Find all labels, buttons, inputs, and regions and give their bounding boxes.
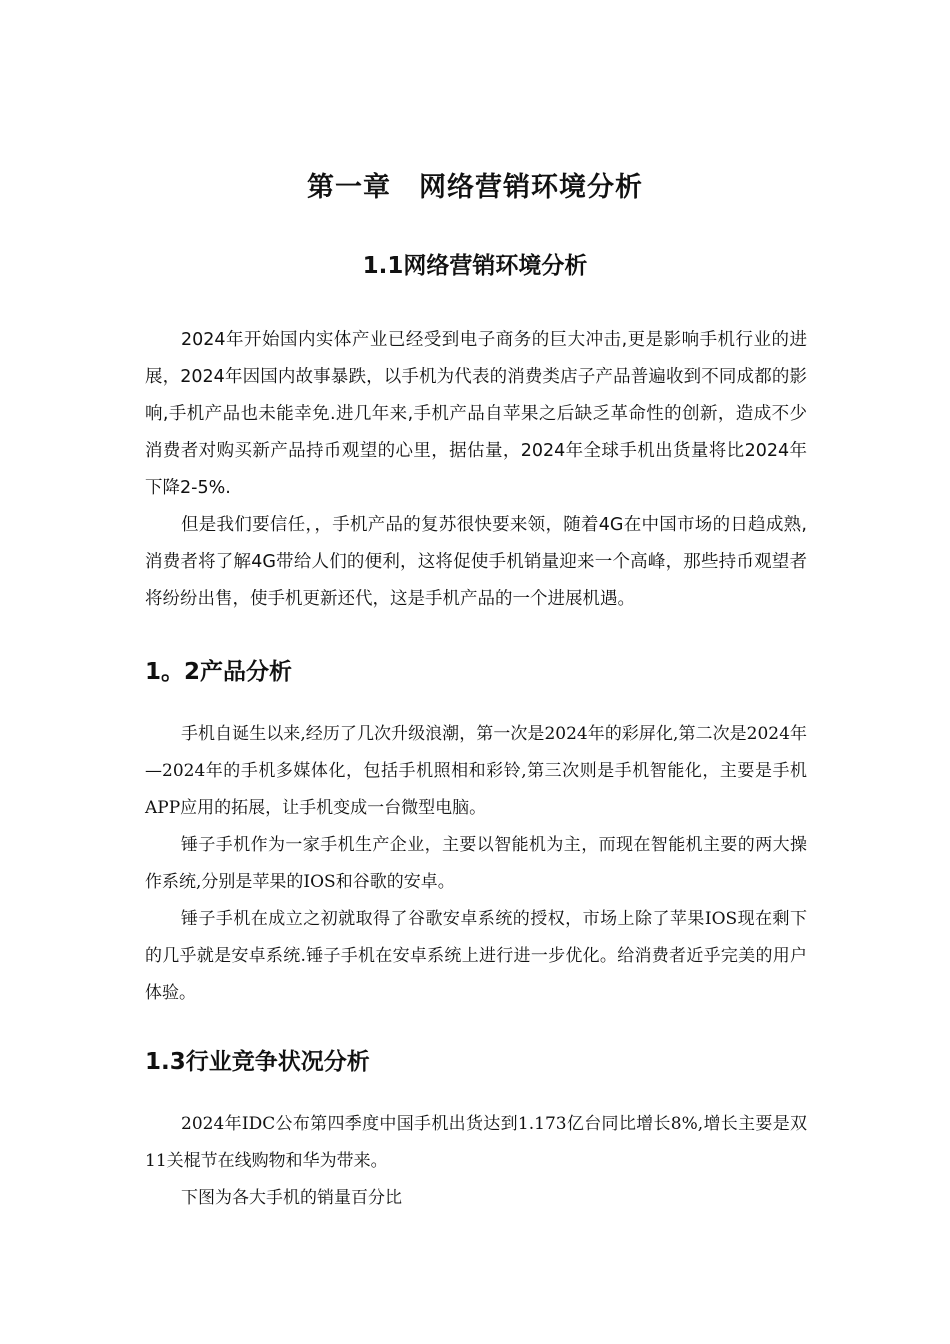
paragraph: 锤子手机作为一家手机生产企业，主要以智能机为主，而现在智能机主要的两大操作系统,分别是苹果的IOS和谷歌的安卓。 — [145, 835, 807, 892]
paragraph: 下图为各大手机的销量百分比 — [181, 1188, 402, 1208]
section-body-1-1 — [145, 322, 807, 618]
section-heading-1-2: 1。2产品分析 — [145, 659, 293, 685]
paragraph: 锤子手机在成立之初就取得了谷歌安卓系统的授权，市场上除了苹果IOS现在剩下的几乎就是安卓系统.锤子手机在安卓系统上进行进一步优化。给消费者近乎完美的用户体验。 — [145, 909, 807, 1003]
paragraph: 但是我们要信任，，手机产品的复苏很快要来领，随着4G在中国市场的日趋成熟,消费者将了解4G带给人们的便利，这将促使手机销量迎来一个高峰，那些持币观望者将纷纷出售，使手机更新还代，这是手机产品的一个进展机遇。 — [145, 515, 807, 609]
chapter-title: 第一章 网络营销环境分析 — [307, 172, 643, 203]
section-body-1-3 — [145, 1106, 807, 1217]
section-heading-1-1: 1.1网络营销环境分析 — [362, 253, 588, 279]
section-heading-1-3: 1.3行业竞争状况分析 — [145, 1049, 370, 1075]
section-body-1-2 — [145, 716, 807, 1012]
paragraph: 2024年IDC公布第四季度中国手机出货达到1.173亿台同比增长8%,增长主要是双11关棍节在线购物和华为带来。 — [145, 1114, 807, 1171]
paragraph: 手机自诞生以来,经历了几次升级浪潮，第一次是2024年的彩屏化,第二次是2024年—2024年的手机多媒体化，包括手机照相和彩铃,第三次则是手机智能化，主要是手机APP应用的拓展，让手机变成一台微型电脑。 — [145, 724, 807, 818]
paragraph: 2024年开始国内实体产业已经受到电子商务的巨大冲击,更是影响手机行业的进展，2024年因国内故事暴跌，以手机为代表的消费类店子产品普遍收到不同成都的影响,手机产品也未能幸免.进几年来,手机产品自苹果之后缺乏革命性的创新，造成不少消费者对购买新产品持币观望的心里，据估量，2024年全球手机出货量将比2024年下降2-5%. — [145, 330, 807, 498]
